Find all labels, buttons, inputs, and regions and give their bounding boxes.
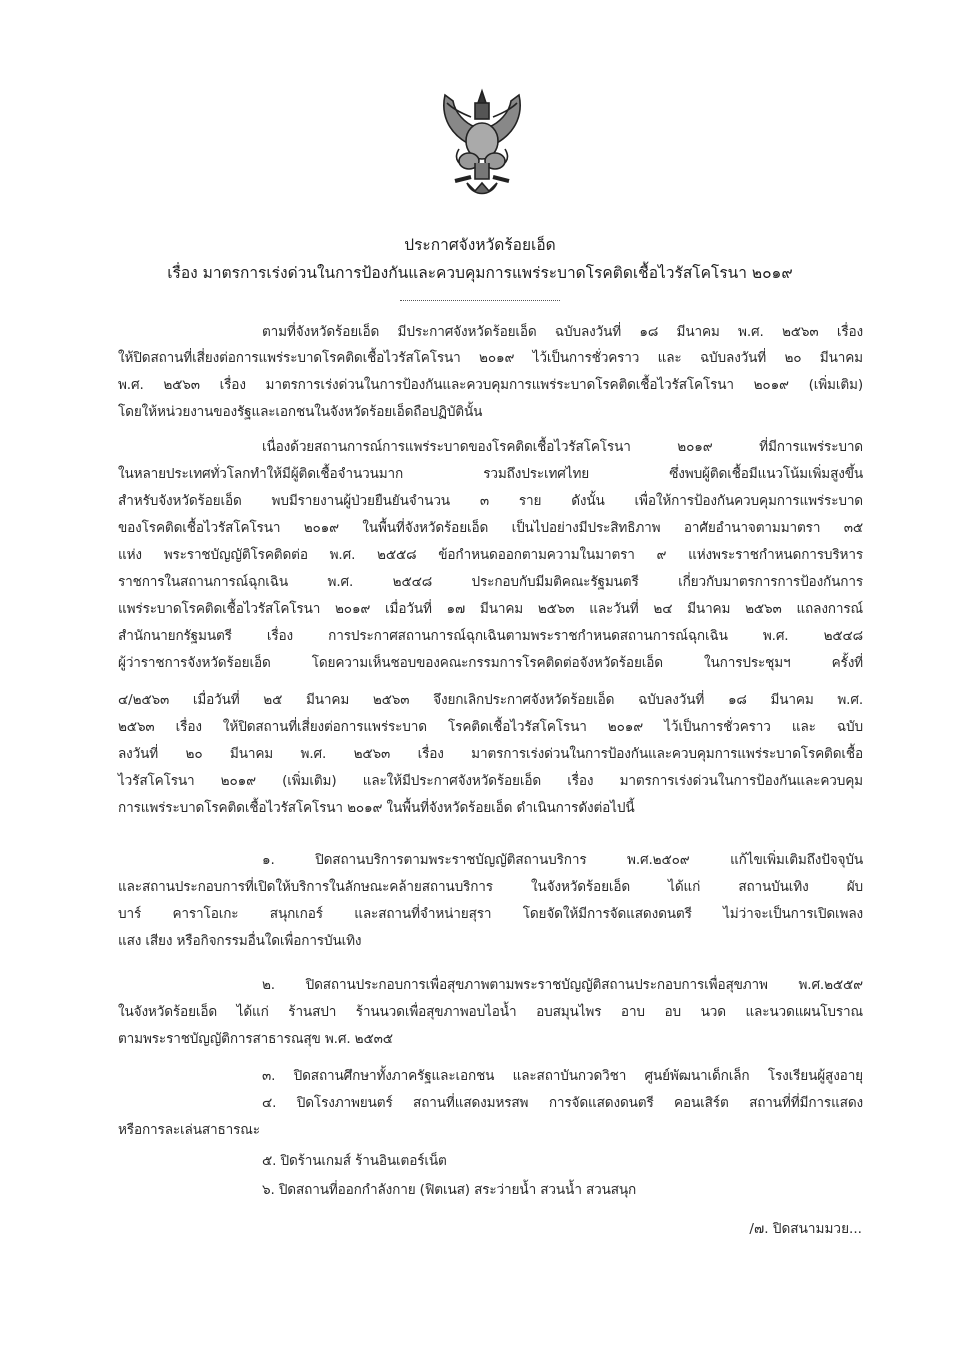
para2-line: แพร่ระบาดโรคติดเชื้อไวรัสโคโรนา ๒๐๑๙ เมื่อวันที่ ๑๗ มีนาคม ๒๕๖๓ และวันที่ ๒๔ มีนาคม ๒๕๖๓ แถลงการณ์ (118, 601, 863, 617)
para2-line: ผู้ว่าราชการจังหวัดร้อยเอ็ด โดยความเห็นชอบของคณะกรรมการโรคติดต่อจังหวัดร้อยเอ็ด ในการประชุมฯ ครั้งที่ (118, 655, 863, 671)
para2-line: ไวรัสโคโรนา ๒๐๑๙ (เพิ่มเติม) และให้มีประกาศจังหวัดร้อยเอ็ด เรื่อง มาตรการเร่งด่วนในการป้องกันและควบคุม (118, 773, 863, 789)
item5-line: ๕. ปิดร้านเกมส์ ร้านอินเตอร์เน็ต (262, 1153, 447, 1169)
para2-line: แห่ง พระราชบัญญัติโรคติดต่อ พ.ศ. ๒๕๕๘ ข้อกำหนดออกตามความในมาตรา ๙ แห่งพระราชกำหนดการบริหาร (118, 547, 863, 563)
item6-line: ๖. ปิดสถานที่ออกกำลังกาย (ฟิตเนส) สระว่ายน้ำ สวนน้ำ สวนสนุก (262, 1182, 637, 1198)
announcement-subject: เรื่อง มาตรการเร่งด่วนในการป้องกันและควบคุมการแพร่ระบาดโรคติดเชื้อไวรัสโคโรนา ๒๐๑๙ (167, 264, 793, 282)
item2-line: ๒. ปิดสถานประกอบการเพื่อสุขภาพตามพระราชบัญญัติสถานประกอบการเพื่อสุขภาพ พ.ศ.๒๕๕๙ (262, 977, 863, 993)
para2-line: ในหลายประเทศทั่วโลกทำให้มีผู้ติดเชื้อจำนวนมาก รวมถึงประเทศไทย ซึ่งพบผู้ติดเชื้อมีแนวโน้มเพิ่มสูงขึ้น (118, 466, 863, 482)
para2-line: สำหรับจังหวัดร้อยเอ็ด พบมีรายงานผู้ป่วยยืนยันจำนวน ๓ ราย ดังนั้น เพื่อให้การป้องกันควบคุมการแพร่ระบาด (118, 493, 863, 509)
announcement-title: ประกาศจังหวัดร้อยเอ็ด (404, 236, 556, 254)
para2-line: ราชการในสถานการณ์ฉุกเฉิน พ.ศ. ๒๕๔๘ ประกอบกับมีมติคณะรัฐมนตรี เกี่ยวกับมาตรการการป้องกันการ (118, 574, 863, 590)
item4-line: ๔. ปิดโรงภาพยนตร์ สถานที่แสดงมหรสพ การจัดแสดงดนตรี คอนเสิร์ต สถานที่ที่มีการแสดง (262, 1095, 863, 1111)
para2-line: เนื่องด้วยสถานการณ์การแพร่ระบาดของโรคติดเชื้อไวรัสโคโรนา ๒๐๑๙ ที่มีการแพร่ระบาด (262, 439, 863, 455)
para2-line: ๔/๒๕๖๓ เมื่อวันที่ ๒๕ มีนาคม ๒๕๖๓ จึงยกเลิกประกาศจังหวัดร้อยเอ็ด ฉบับลงวันที่ ๑๘ มีนาคม พ.ศ. (118, 692, 863, 708)
para1-line: พ.ศ. ๒๕๖๓ เรื่อง มาตรการเร่งด่วนในการป้องกันและควบคุมการแพร่ระบาดโรคติดเชื้อไวรัสโคโรนา ๒๐๑๙ (เพิ่มเติม) (118, 377, 863, 393)
item1-line: ๑. ปิดสถานบริการตามพระราชบัญญัติสถานบริการ พ.ศ.๒๕๐๙ แก้ไขเพิ่มเติมถึงปัจจุบัน (262, 852, 863, 868)
para1-line: ตามที่จังหวัดร้อยเอ็ด มีประกาศจังหวัดร้อยเอ็ด ฉบับลงวันที่ ๑๘ มีนาคม พ.ศ. ๒๕๖๓ เรื่อง (262, 324, 863, 340)
para2-line: ลงวันที่ ๒๐ มีนาคม พ.ศ. ๒๕๖๓ เรื่อง มาตรการเร่งด่วนในการป้องกันและควบคุมการแพร่ระบาดโรคติดเชื้อ (118, 746, 863, 762)
item3-line: ๓. ปิดสถานศึกษาทั้งภาครัฐและเอกชน และสถาบันกวดวิชา ศูนย์พัฒนาเด็กเล็ก โรงเรียนผู้สูงอายุ (262, 1068, 863, 1084)
title-divider (400, 300, 560, 301)
garuda-emblem-icon (437, 83, 527, 203)
item1-line: บาร์ คาราโอเกะ สนุกเกอร์ และสถานที่จำหน่ายสุรา โดยจัดให้มีการจัดแสดงดนตรี ไม่ว่าจะเป็นการเปิดเพลง (118, 906, 863, 922)
item4-line: หรือการละเล่นสาธารณะ (118, 1122, 260, 1138)
continuation-marker: /๗. ปิดสนามมวย... (749, 1221, 862, 1237)
para1-line: ให้ปิดสถานที่เสี่ยงต่อการแพร่ระบาดโรคติดเชื้อไวรัสโคโรนา ๒๐๑๙ ไว้เป็นการชั่วคราว และ ฉบับลงวันที่ ๒๐ มีนาคม (118, 350, 863, 366)
item2-line: ตามพระราชบัญญัติการสาธารณสุข พ.ศ. ๒๕๓๕ (118, 1031, 393, 1047)
item2-line: ในจังหวัดร้อยเอ็ด ได้แก่ ร้านสปา ร้านนวดเพื่อสุขภาพอบไอน้ำ อบสมุนไพร อาบ อบ นวด และนวดแผนโบราณ (118, 1004, 863, 1020)
para2-line: ๒๕๖๓ เรื่อง ให้ปิดสถานที่เสี่ยงต่อการแพร่ระบาด โรคติดเชื้อไวรัสโคโรนา ๒๐๑๙ ไว้เป็นการชั่วคราว และ ฉบับ (118, 719, 863, 735)
item1-line: และสถานประกอบการที่เปิดให้บริการในลักษณะคล้ายสถานบริการ ในจังหวัดร้อยเอ็ด ได้แก่ สถานบันเทิง ผับ (118, 879, 863, 895)
para2-line: สำนักนายกรัฐมนตรี เรื่อง การประกาศสถานการณ์ฉุกเฉินตามพระราชกำหนดสถานการณ์ฉุกเฉิน พ.ศ. ๒๕๔๘ (118, 628, 863, 644)
item1-line: แสง เสียง หรือกิจกรรมอื่นใดเพื่อการบันเทิง (118, 933, 362, 949)
para2-line: การแพร่ระบาดโรคติดเชื้อไวรัสโคโรนา ๒๐๑๙ ในพื้นที่จังหวัดร้อยเอ็ด ดำเนินการดังต่อไปนี้ (118, 800, 635, 816)
para1-line: โดยให้หน่วยงานของรัฐและเอกชนในจังหวัดร้อยเอ็ดถือปฏิบัตินั้น (118, 404, 483, 420)
para2-line: ของโรคติดเชื้อไวรัสโคโรนา ๒๐๑๙ ในพื้นที่จังหวัดร้อยเอ็ด เป็นไปอย่างมีประสิทธิภาพ อาศัยอำนาจตามมาตรา ๓๕ (118, 520, 863, 536)
